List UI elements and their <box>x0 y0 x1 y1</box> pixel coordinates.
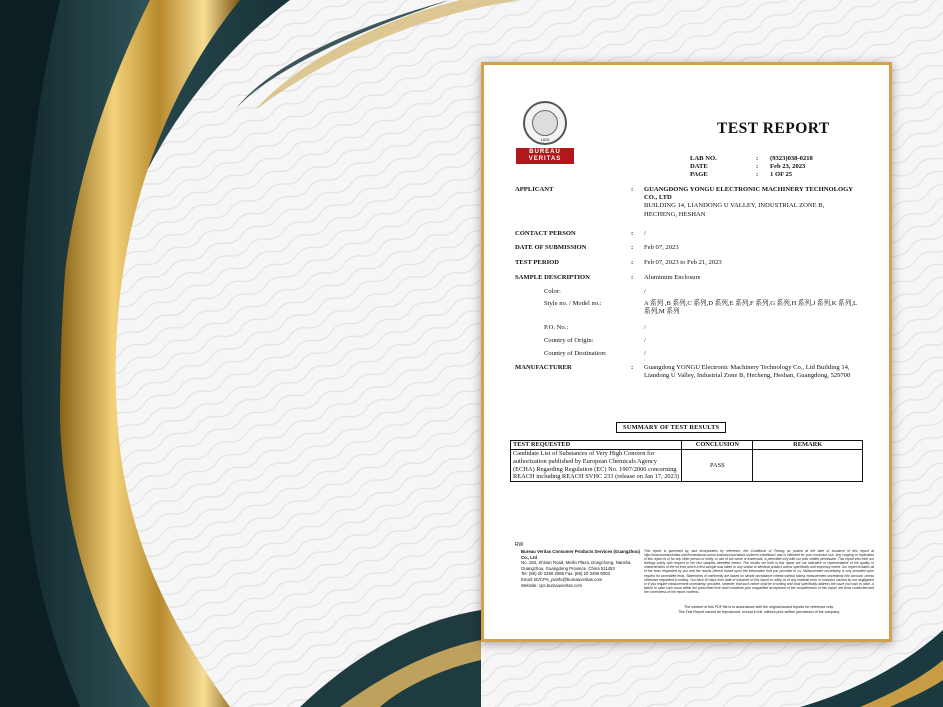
date-label: DATE <box>690 163 708 171</box>
applicant-row: APPLICANT : GUANGDONG YONGU ELECTRONIC MACHINERY TECHNOLOGY CO., LTD BUILDING 14, LIANDONG U VALLEY, INDUSTRIAL ZONE B, HECHENG, HESHAN <box>515 186 859 219</box>
page-value: 1 OF 25 <box>770 171 793 179</box>
date-of-submission-row: DATE OF SUBMISSION : Feb 07, 2023 <box>515 244 679 251</box>
seal-icon <box>523 101 567 145</box>
report-frame <box>481 62 892 642</box>
initials: RW <box>515 542 524 548</box>
manufacturer-row: MANUFACTURER : Guangdong YONGU Electronic Machinery Technology Co., Ltd Building 14, Liandong U Valley, Industrial Zone B, Hecheng, Heshan, Guangdong, 529700 <box>515 364 851 380</box>
style-model-row: Style no. / Model no.: A 系列 ,B 系列,C 系列,D 系列,E 系列,F 系列,G 系列,H 系列,J 系列,K 系列,L 系列,M 系列 <box>544 300 857 316</box>
logo-year: 1828 <box>540 137 550 142</box>
test-requested-cell: Candidate List of Substances of Very High Concern for authorization published by European Chemicals Agency (ECHA) Regarding Regulation (EC) No. 1907/2006 concerning REACH including REACH SVHC 233 (release on Jan 17, 2023) <box>511 450 682 482</box>
report-meta: LAB NO. : (9323)038-0218 DATE : Feb 23, 2023 PAGE : 1 OF 25 <box>690 155 813 179</box>
country-destination-row: Country of Destination: / <box>544 350 646 357</box>
summary-title: SUMMARY OF TEST RESULTS <box>616 422 726 433</box>
lab-no-label: LAB NO. <box>690 155 717 162</box>
footer-terms: This report is governed by, and incorporates by reference, the Conditions of Testing as posted at the date of issuance of this report at http://www.bureauveritas.com/home/about-us/our-business/cps/about-us/terms-conditions/ and is intended for your exclusive use. Any copying or replication of this report to or for any other person or entity, or use of our name or trademark, is permitted only with our prior written permission. This report sets forth our findings solely with respect to the test samples identified herein. The results set forth in this report are not indicative or representative of the quality or characteristics of the lot from which a test sample was taken or any similar or identical product unless specifically and expressly noted. Our report includes all of the tests requested by you and the results thereof based upon the information that you provided to us. Measurement uncertainty is only provided upon request for accredited tests. Statements of conformity are based on simple acceptance criteria without taking measurement uncertainty into account, unless otherwise requested in writing. You have 60 days from date of issuance of this report to notify us of any material error or omission caused by our negligence or if you require measurement uncertainty; provided, however, that such notice shall be in writing and shall specifically address the issue you wish to raise. A failure to raise such issue within the prescribed time shall constitute your unqualified acceptance of the completeness of this report, the tests conducted and the correctness of the report contents. <box>644 549 874 594</box>
sample-description-row: SAMPLE DESCRIPTION : Aluminum Enclosure <box>515 274 701 281</box>
test-report-document <box>484 65 889 639</box>
footer-notes <box>644 605 874 615</box>
applicant-address: BUILDING 14, LIANDONG U VALLEY, INDUSTRIAL ZONE B, HECHENG, HESHAN <box>644 202 825 218</box>
conclusion-cell: PASS <box>682 450 753 482</box>
country-origin-row: Country of Origin: / <box>544 337 646 344</box>
applicant-name: GUANGDONG YONGU ELECTRONIC MACHINERY TECHNOLOGY CO., LTD <box>644 186 853 202</box>
date-value: Feb 23, 2023 <box>770 163 806 171</box>
logo-wordmark: BUREAU VERITAS <box>516 148 574 164</box>
footer-address: No. 183, Shinan Road, Meilin Plaza, Dongchong, Nansha, Guangzhou, Guangdong Province, China 511453 <box>521 560 632 571</box>
remark-cell <box>753 450 863 482</box>
test-period-row: TEST PERIOD : Feb 07, 2023 to Feb 21, 2023 <box>515 259 722 266</box>
contact-person-row: CONTACT PERSON : / <box>515 230 646 237</box>
footer-note-reproduction: This Test Report cannot be reproduced, except in full, without prior written permission of the company. <box>678 610 840 615</box>
po-no-row: P.O. No.: / <box>544 324 646 331</box>
lab-no-value: (9323)038-0218 <box>770 155 813 162</box>
bureau-veritas-logo <box>516 101 574 164</box>
page-label: PAGE <box>690 171 708 179</box>
footer-website: Website: cps.bureauveritas.com <box>521 582 583 588</box>
footer-company: Bureau Veritas Consumer Products Services (Guangzhou) Co., Ltd <box>521 549 640 560</box>
header-remark: REMARK <box>753 441 863 450</box>
header-test-requested: TEST REQUESTED <box>511 441 682 450</box>
header-conclusion: CONCLUSION <box>682 441 753 450</box>
footer-tel: Tel: (86) 20 2290 2088 Fax: (86) 20 3490 9003 <box>521 571 610 577</box>
footer-note-pdf: The content of this PDF file is in accordance with the original issued reports for reference only. <box>684 605 834 609</box>
footer-email: Email: BVCPS_pvinfo@bureauveritas.com <box>521 576 603 582</box>
table-row <box>511 450 863 482</box>
summary-table <box>510 440 863 482</box>
report-title: TEST REPORT <box>717 120 830 137</box>
footer-contact <box>521 549 641 588</box>
color-row: Color: / <box>544 288 646 295</box>
summary-header-row <box>511 441 863 450</box>
